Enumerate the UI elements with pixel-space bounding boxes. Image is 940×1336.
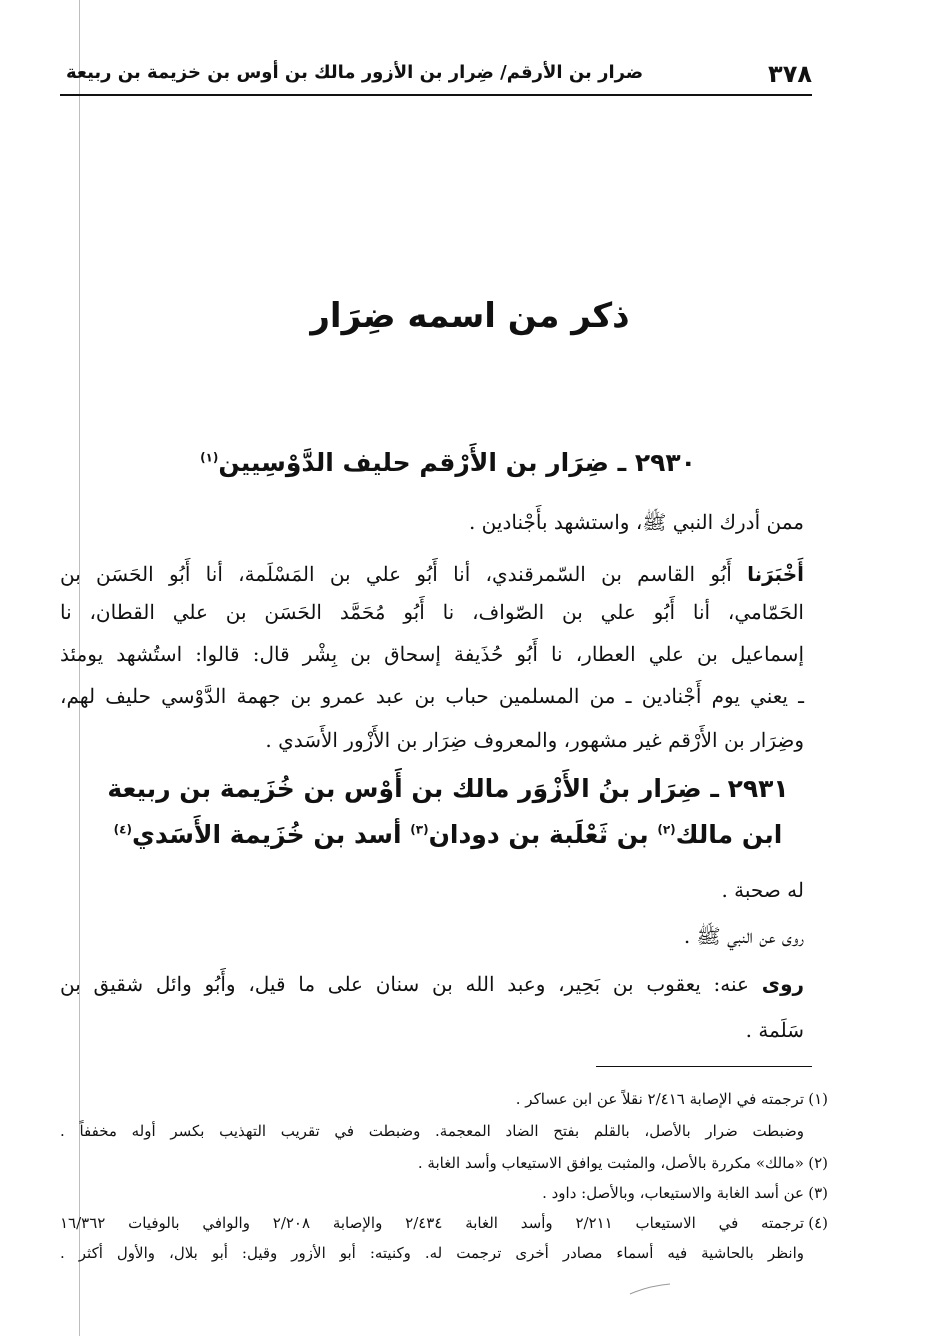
- page-number: ٣٧٨: [768, 60, 812, 88]
- footnote-3-number: (٣): [808, 1184, 828, 1202]
- entry-2930-line-2: [60, 562, 804, 586]
- entry-2931-title-c: أسد بن خُزَيمة الأَسَدي: [131, 820, 411, 849]
- footnote-4-number: (٤): [808, 1214, 828, 1232]
- footnote-2-number: (٢): [808, 1154, 828, 1172]
- entry-2930-line-6: وضِرَار بن الأَرْقم غير مشهور، والمعروف ضِرَار بن الأَزْور الأَسَدي .: [265, 728, 804, 752]
- footnote-1-number: (١): [808, 1090, 828, 1108]
- section-title: ذكر من اسمه ضِرَار: [310, 296, 630, 336]
- entry-2931-title-b: بن ثَعْلَبة بن دودان: [428, 820, 658, 849]
- entry-2931-title-a: ابن مالك: [675, 820, 783, 849]
- entry-2930-title-text: ٢٩٣٠ ـ ضِرَار بن الأَرْقم حليف الدَّوْسِيين: [218, 448, 696, 477]
- entry-2930-line-1: ممن أدرك النبي ﷺ، واستشهد بأَجْنادين .: [468, 510, 804, 534]
- entry-2931-title-line-2: [80, 820, 816, 849]
- akhbarana-lead: أَخْبَرَنا: [747, 562, 804, 586]
- footnote-ref-4: (٤): [113, 822, 132, 837]
- entry-2930-line-2-mid: أَبُو القاسم بن السّمرقندي،: [470, 562, 748, 586]
- footnote-4-line-1: ترجمته في الاستيعاب ٢/٢١١ وأسد الغابة ٢/٤٣٤ والإصابة ٢/٢٠٨ والوافي بالوفيات ١٦/٣٦٢: [60, 1214, 805, 1232]
- footnote-3-line-1: عن أسد الغابة والاستيعاب، وبالأصل: داود .: [542, 1184, 804, 1202]
- entry-2931-title-line-1: ٢٩٣١ ـ ضِرَار بنُ الأَزْوَر مالك بن أَوْس بن خُزَيمة بن ربيعة: [107, 774, 789, 803]
- footnote-ref-2: (٢): [657, 822, 676, 837]
- entry-2931-line-2: روى عن النبي ﷺ .: [683, 924, 804, 948]
- entry-2931-line-3: [60, 972, 804, 996]
- footnote-separator: [596, 1066, 812, 1067]
- footnote-ref-3: (٣): [410, 822, 429, 837]
- page-header: [60, 58, 812, 96]
- running-head: ضرار بن الأرقم/ ضِرار بن الأزور مالك بن أوس بن خزيمة بن ربيعة: [66, 62, 644, 83]
- entry-2931-line-1: له صحبة .: [721, 878, 804, 902]
- footnote-1-line-2: وضبطت ضرار بالأصل، بالقلم بفتح الضاد المعجمة. وضبطت في تقريب التهذيب بكسر أوله مخففاً .: [60, 1122, 804, 1140]
- footnote-2-line-1: «مالك» مكررة بالأصل، والمثبت يوافق الاستيعاب وأسد الغابة .: [417, 1154, 804, 1172]
- entry-2930-line-4: إسماعيل بن علي العطار، نا أَبُو حُذَيفة إسحاق بن بِشْر قال: قالوا: استُشهد يومئذ: [60, 642, 804, 666]
- entry-2931-line-4: سَلَمة .: [745, 1018, 804, 1042]
- entry-2930-title: [80, 448, 816, 477]
- entry-2930-line-5: ـ يعني يوم أَجْنادين ـ من المسلمين حباب بن عبد عمرو بن جهمة الدَّوْسي حليف لهم،: [60, 684, 804, 708]
- stray-pen-mark: [628, 1282, 672, 1296]
- footnote-1-line-1: ترجمته في الإصابة ٢/٤١٦ نقلاً عن ابن عساكر .: [515, 1090, 804, 1108]
- footnote-4-line-2: وانظر بالحاشية فيه أسماء مصادر أخرى ترجمت له. وكنيته: أبو الأزور وقيل: أبو بلال، والأول أكثر .: [60, 1244, 804, 1262]
- footnote-ref-1: (١): [200, 450, 219, 465]
- entry-2930-line-3: الحَمّامي، أنا أَبُو علي بن الصّواف، نا أَبُو مُحَمَّد الحَسَن بن علي القطان، نا: [60, 600, 804, 624]
- entry-2931-line-3-rest: عنه: يعقوب بن بَحِير، وعبد الله بن سنان على ما قيل، وأَبُو وائل شقيق بن: [60, 972, 749, 996]
- rawa-lead: روى: [761, 972, 805, 996]
- entry-2930-line-2-rest: أنا أَبُو علي بن المَسْلَمة، أنا أَبُو الحَسَن بن: [60, 562, 471, 586]
